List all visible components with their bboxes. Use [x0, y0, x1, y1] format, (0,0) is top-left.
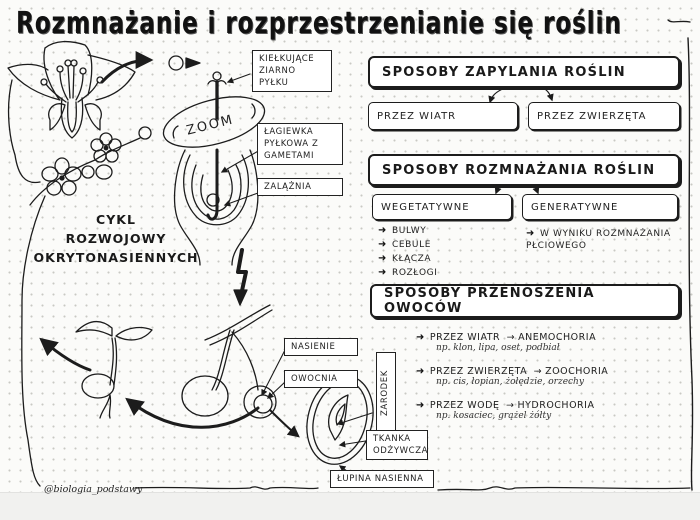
cycle-outline — [9, 80, 45, 486]
vegetative-item-label: ROZŁOGI — [391, 268, 438, 278]
dispersal-via: PRZEZ WODĘ — [429, 400, 500, 411]
cycle-arrow-to-flower — [42, 340, 90, 370]
label-ovule: ZALĄŻNIA — [257, 178, 343, 196]
cycle-title — [26, 210, 206, 267]
dispersal-term: ZOOCHORIA — [545, 366, 609, 377]
arrow-right-icon: ➜ — [416, 332, 425, 343]
reproduction-heading-text: SPOSOBY ROZMNAŻANIA ROŚLIN — [382, 162, 656, 178]
label-nutritive-tissue: TKANKA ODŻYWCZA — [366, 430, 428, 460]
generative-item-label: W WYNIKU ROZMNAŻANIA PŁCIOWEGO — [526, 229, 671, 251]
dispersal-item-main — [416, 400, 608, 411]
author-signature: @biologia_podstawy — [44, 484, 143, 495]
dispersal-examples: np. cis, łopian, żołędzie, orzechy — [436, 377, 584, 387]
vegetative-list — [378, 224, 437, 280]
label-seed: NASIENIE — [284, 338, 358, 356]
dispersal-list — [416, 332, 608, 421]
dispersal-item-main — [416, 332, 608, 343]
dispersal-item-main — [416, 366, 608, 377]
pollen-grain-icon — [169, 56, 183, 70]
vegetative-item — [378, 266, 437, 280]
pollination-heading — [368, 56, 680, 88]
arrow-to-seed — [270, 410, 298, 436]
label-seed-coat: ŁUPINA NASIENNA — [330, 470, 434, 488]
vegetative-item-label: KŁĄCZA — [391, 254, 432, 264]
inline-arrow-icon: → — [533, 366, 543, 377]
dispersal-heading-text: SPOSOBY PRZENOSZENIA OWOCÓW — [384, 286, 595, 316]
inline-arrow-icon: → — [506, 332, 516, 343]
cycle-title-line: CYKL — [96, 212, 136, 227]
dispersal-term: HYDROCHORIA — [517, 400, 595, 411]
vegetative-item — [378, 252, 437, 266]
dispersal-heading — [370, 284, 680, 318]
arrow-right-icon: ➜ — [378, 225, 387, 236]
reproduction-type-label: WEGETATYWNE — [381, 201, 470, 213]
dispersal-item — [416, 400, 608, 421]
label-pollen-grain: KIEŁKUJĄCE ZIARNO PYŁKU — [252, 50, 332, 92]
vegetative-item-label: BULWY — [391, 226, 427, 236]
inline-arrow-icon: → — [505, 400, 515, 411]
dispersal-examples: np. klon, lipa, oset, podbiał — [436, 343, 560, 353]
arrow-right-icon: ➜ — [416, 366, 425, 377]
cycle-title-line: OKRYTONASIENNYCH — [33, 250, 199, 265]
arrow-right-icon: ➜ — [526, 228, 535, 239]
label-pollen-tube: ŁAGIEWKA PYŁKOWA Z GAMETAMI — [257, 123, 343, 165]
dispersal-via: PRZEZ WIATR — [429, 332, 501, 343]
pollination-option-label: PRZEZ ZWIERZĘTA — [537, 110, 647, 122]
label-embryo: ZARODEK — [376, 352, 396, 434]
pollination-arrow — [102, 60, 150, 82]
dispersal-examples: np. kosaciec, grążel żółty — [436, 411, 552, 421]
pollination-option-animals — [528, 102, 680, 130]
reproduction-type-generative — [522, 194, 678, 220]
stigma-drawing — [208, 72, 226, 120]
dispersal-item — [416, 332, 608, 353]
vegetative-item — [378, 224, 437, 238]
cherries-drawing — [182, 305, 276, 418]
generative-list — [526, 228, 686, 252]
flower-drawing — [8, 42, 135, 138]
vegetative-item-label: CEBULE — [391, 240, 432, 250]
generative-item — [526, 228, 686, 252]
pollination-heading-text: SPOSOBY ZAPYLANIA ROŚLIN — [382, 64, 626, 80]
dispersal-term: ANEMOCHORIA — [518, 332, 597, 343]
blossom-branch — [30, 127, 151, 205]
arrow-right-icon: ➜ — [378, 253, 387, 264]
dispersal-via: PRZEZ ZWIERZĘTA — [429, 366, 528, 377]
zoom-label: ZOOM — [184, 112, 236, 139]
pollination-option-label: PRZEZ WIATR — [377, 110, 457, 122]
arrow-right-icon: ➜ — [416, 400, 425, 411]
arrow-right-icon: ➜ — [378, 239, 387, 250]
dispersal-item — [416, 366, 608, 387]
pollen-arrow-icon — [186, 58, 200, 68]
vegetative-item — [378, 238, 437, 252]
label-pericarp: OWOCNIA — [284, 370, 358, 388]
reproduction-type-vegetative — [372, 194, 512, 220]
pollination-option-wind — [368, 102, 518, 130]
page-title: Rozmnażanie i rozprzestrzenianie się roślin — [16, 6, 622, 41]
reproduction-heading — [368, 154, 680, 186]
reproduction-type-label: GENERATYWNE — [531, 201, 619, 213]
cycle-title-line: ROZWOJOWY — [65, 231, 167, 246]
arrow-right-icon: ➜ — [378, 267, 387, 278]
